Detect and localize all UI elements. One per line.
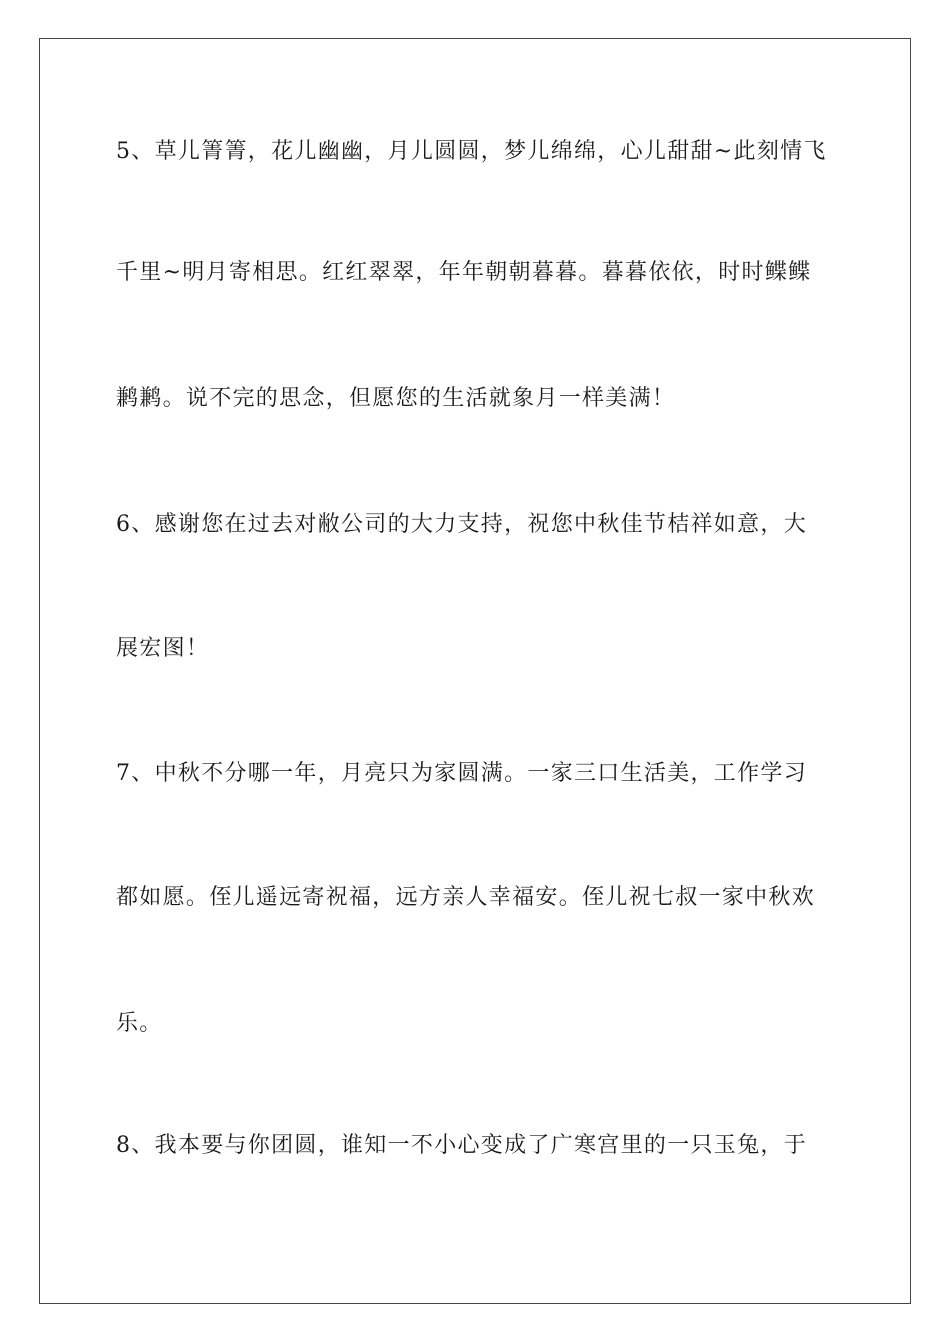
text-line-2: 千里~明月寄相思。红红翠翠，年年朝朝暮暮。暮暮依依，时时鲽鲽 [116,260,812,285]
text-line-6: 7、中秋不分哪一年，月亮只为家圆满。一家三口生活美，工作学习 [116,761,807,786]
page-border [39,38,911,1304]
text-line-8: 乐。 [116,1011,163,1036]
text-line-1: 5、草儿箐箐，花儿幽幽，月儿圆圆，梦儿绵绵，心儿甜甜~此刻情飞 [116,139,827,164]
text-line-5: 展宏图！ [116,636,210,661]
text-line-3: 鹣鹣。说不完的思念，但愿您的生活就象月一样美满！ [116,386,676,411]
text-line-9: 8、我本要与你团圆，谁知一不小心变成了广寒宫里的一只玉兔，于 [116,1133,807,1158]
text-line-7: 都如愿。侄儿遥远寄祝福，远方亲人幸福安。侄儿祝七叔一家中秋欢 [116,885,816,910]
text-line-4: 6、感谢您在过去对敝公司的大力支持，祝您中秋佳节桔祥如意，大 [116,512,807,537]
